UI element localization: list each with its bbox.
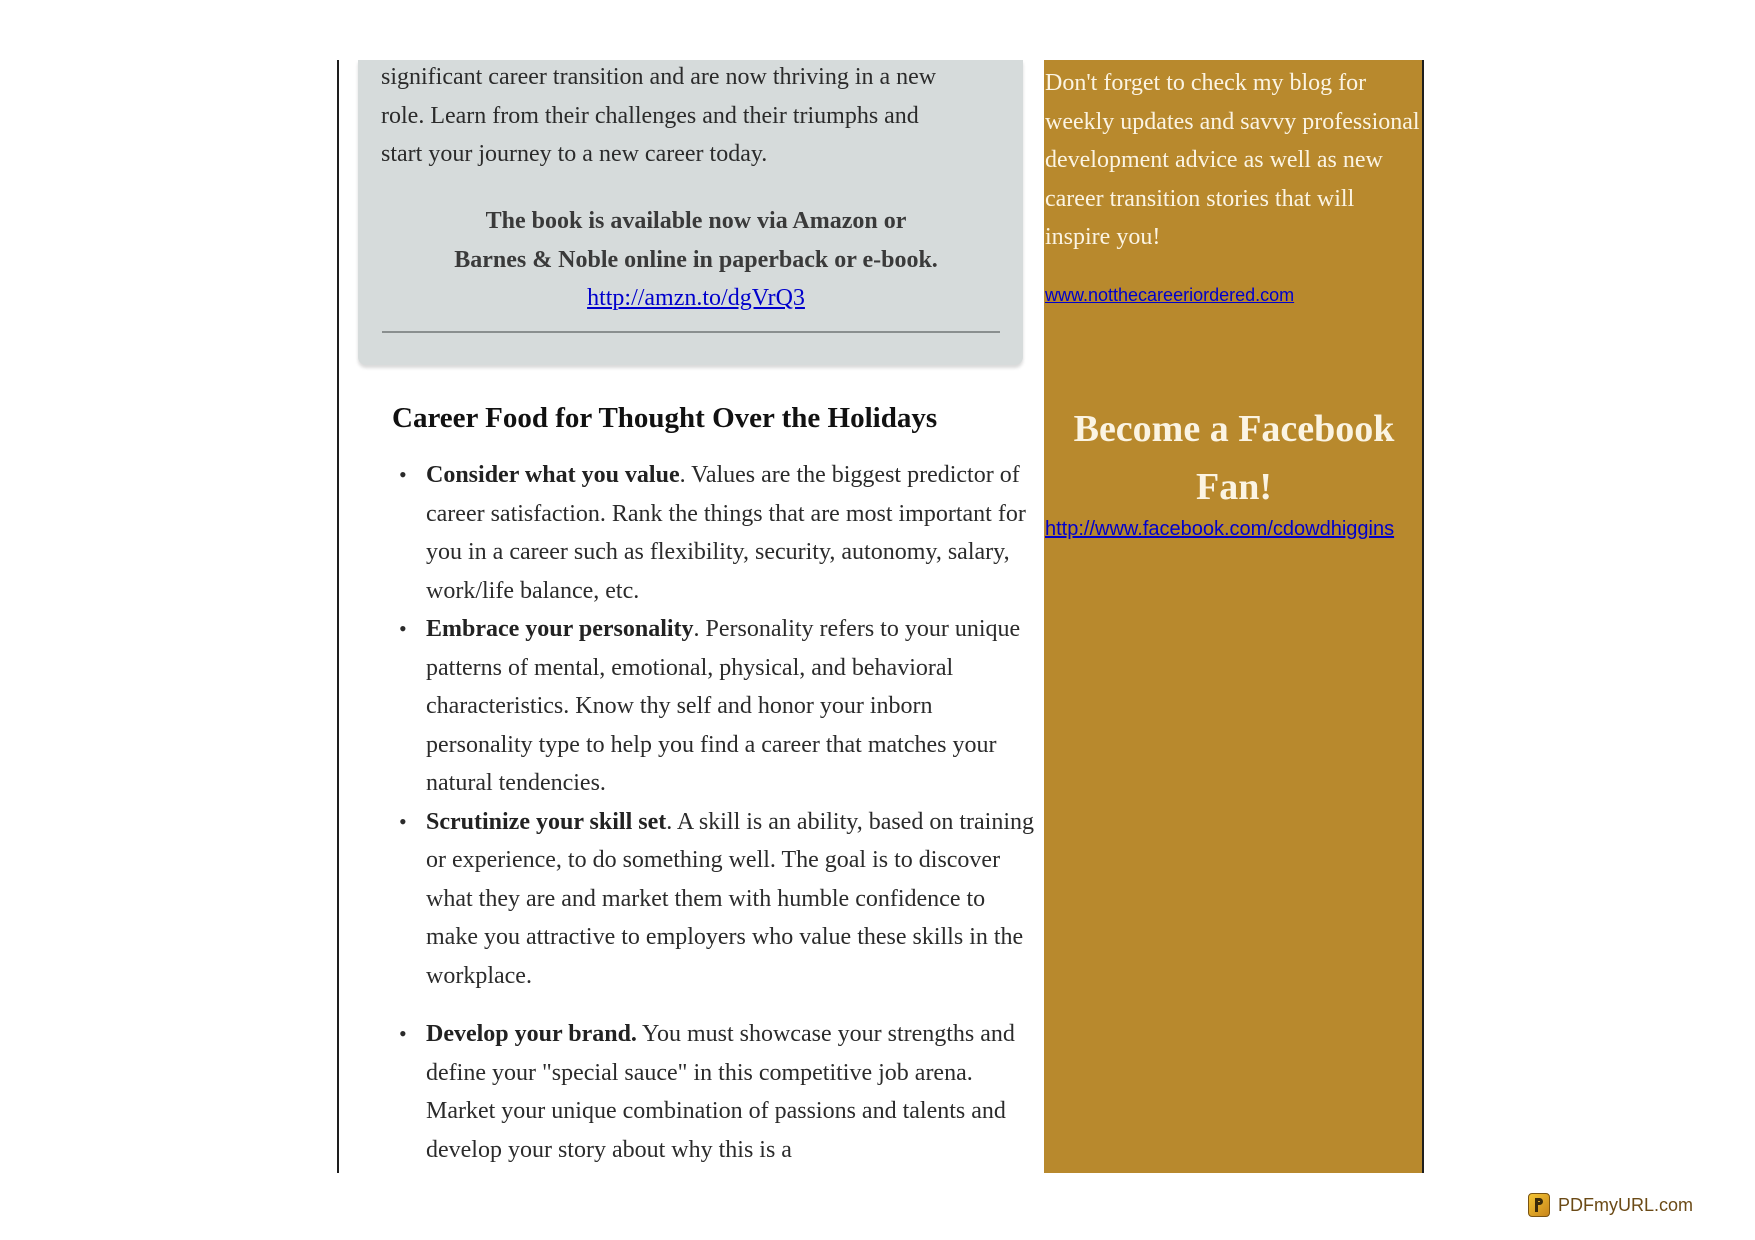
left-border — [337, 60, 339, 1173]
book-availability — [381, 202, 1011, 318]
list-item — [426, 456, 1036, 610]
facebook-heading — [1045, 400, 1423, 516]
book-intro-line: role. Learn from their challenges and their triumphs and — [381, 102, 919, 129]
book-intro-text — [381, 58, 1011, 174]
tip-heading: Consider what you value — [426, 462, 680, 488]
tip-body: . A skill is an ability, based on training or experience, to do something well. The goal is to discover what they are and market them with humble confidence to make you attractive to employers who value these skills in the workplace. — [426, 808, 1034, 989]
list-item — [426, 803, 1036, 996]
book-intro-line: significant career transition and are now thriving in a new — [381, 64, 937, 90]
divider — [382, 331, 1000, 333]
tips-list — [426, 456, 1036, 1169]
list-item — [426, 610, 1036, 803]
book-intro-line: start your journey to a new career today. — [381, 141, 768, 167]
tip-heading: Develop your brand. — [426, 1021, 637, 1047]
availability-line: Barnes & Noble online in paperback or e-book. — [454, 246, 938, 273]
right-border — [1422, 60, 1424, 1173]
amazon-book-link[interactable]: http://amzn.to/dgVrQ3 — [587, 285, 805, 311]
availability-line: The book is available now via Amazon or — [485, 208, 907, 234]
facebook-link[interactable]: http://www.facebook.com/cdowdhiggins — [1045, 518, 1395, 540]
blog-promo-text: Don't forget to check my blog for weekly updates and savvy professional development advice as well as new career transition stories that will inspire you! — [1045, 70, 1420, 250]
facebook-heading-line: Become a Facebook — [1073, 408, 1395, 450]
tip-body: . Values are the biggest predictor of career satisfaction. Rank the things that are most important for you in a career such as flexibility, security, autonomy, salary, work/life balance, etc. — [426, 462, 1026, 604]
tip-heading: Scrutinize your skill set — [426, 808, 667, 835]
article-title: Career Food for Thought Over the Holidays — [392, 402, 938, 434]
blog-link-wrapper — [1045, 285, 1294, 306]
footer-brand-label: PDFmyURL.com — [1558, 1194, 1694, 1215]
facebook-link-wrapper — [1045, 518, 1394, 541]
pdfmyurl-logo-icon — [1528, 1193, 1550, 1217]
blog-link[interactable]: www.notthecareeriordered.com — [1045, 285, 1295, 305]
list-item — [426, 1015, 1036, 1169]
footer-brand[interactable] — [1528, 1192, 1693, 1218]
tip-heading: Embrace your personality — [426, 616, 694, 642]
tip-body: . Personality refers to your unique patterns of mental, emotional, physical, and behavioral characteristics. Know thy self and honor your inborn personality type to help you find a career that matches your natural tendencies. — [426, 616, 1021, 796]
facebook-heading-line: Fan! — [1196, 466, 1272, 508]
tip-body: You must showcase your strengths and define your "special sauce" in this competitive job arena. Market your unique combination of passions and talents and develop your story about why this is a — [426, 1021, 1015, 1163]
